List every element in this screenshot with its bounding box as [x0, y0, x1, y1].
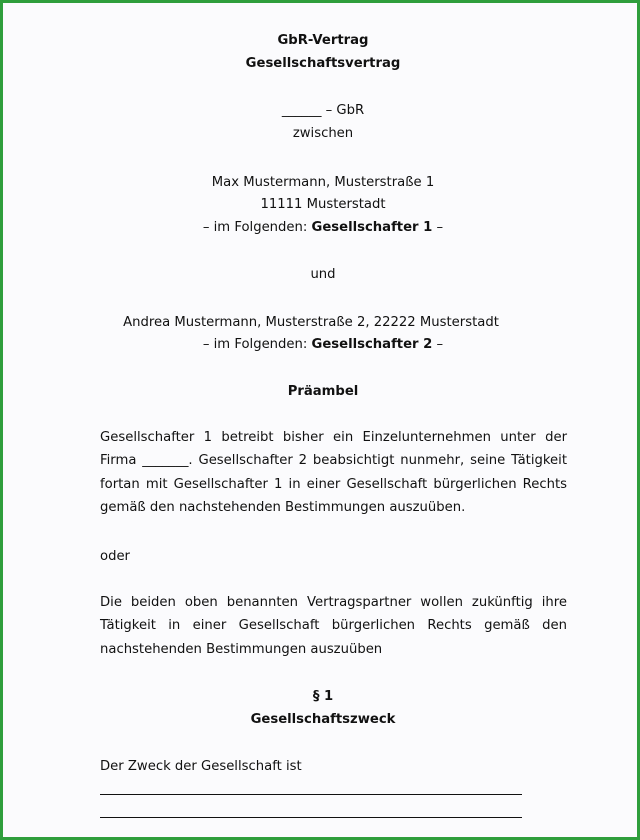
party1-address-line2: 11111 Musterstadt	[260, 197, 386, 212]
preamble-paragraph-2: Die beiden oben benannten Vertragspartner wollen zukünftig ihre Tätigkeit in einer Gesellschaft bürgerlichen Rechts gemäß den nachstehenden Bestimmungen auszuüben	[100, 595, 567, 657]
party1-designation	[3, 219, 640, 236]
document-subtitle: Gesellschaftsvertrag	[245, 56, 401, 71]
and-text: und	[310, 267, 336, 282]
company-name-line	[3, 102, 640, 119]
party1-designation-suffix: –	[432, 220, 444, 235]
party2-designation-suffix: –	[432, 337, 444, 352]
preamble-heading: Präambel	[287, 384, 359, 399]
purpose-text: Der Zweck der Gesellschaft ist	[100, 759, 302, 774]
party2-designation	[3, 336, 640, 353]
section1-number: § 1	[312, 689, 334, 704]
document-title: GbR-Vertrag	[277, 33, 369, 48]
party1-designation-prefix: – im Folgenden:	[202, 220, 312, 235]
blank-line-2	[100, 817, 522, 818]
or-text: oder	[100, 549, 130, 564]
between-text: zwischen	[292, 126, 354, 141]
party2-designation-prefix: – im Folgenden:	[202, 337, 312, 352]
party1-designation-name: Gesellschafter 1	[311, 220, 433, 235]
section1-title: Gesellschaftszweck	[250, 712, 396, 727]
blank-line-1	[100, 794, 522, 795]
company-name-blank: ______	[281, 103, 322, 118]
company-name-suffix: – GbR	[321, 103, 365, 118]
party2-address-line1: Andrea Mustermann, Musterstraße 2, 22222 Musterstadt	[123, 315, 499, 330]
party2-designation-name: Gesellschafter 2	[311, 337, 433, 352]
preamble-paragraph-1: Gesellschafter 1 betreibt bisher ein Einzelunternehmen unter der Firma _______. Gesellschafter 2 beabsichtigt nunmehr, seine Tätigkeit fortan mit Gesellschafter 1 in einer Gesellschaft bürgerlichen Rechts gemäß den nachstehenden Bestimmungen auszuüben.	[100, 430, 567, 515]
party1-address-line1: Max Mustermann, Musterstraße 1	[211, 175, 435, 190]
